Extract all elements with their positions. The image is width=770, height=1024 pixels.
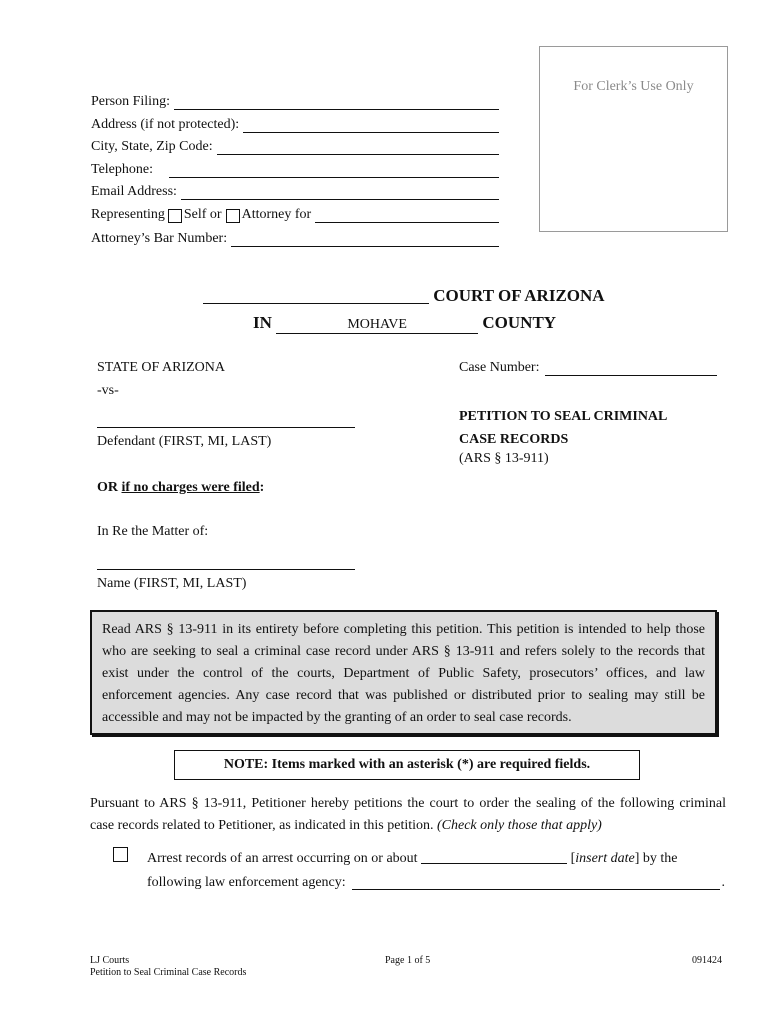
name-label: Name (FIRST, MI, LAST) [97,576,247,591]
petition-title-line2: CASE RECORDS [459,432,569,447]
or-prefix: OR [97,480,118,495]
court-title [203,286,605,306]
footer-left [90,955,246,979]
self-or-label: Self or [183,207,222,222]
representing-row [91,207,499,223]
insert-date-hint: insert date [575,851,635,866]
person-filing-field[interactable] [91,94,499,110]
city-state-zip-field[interactable] [91,139,499,155]
defendant-label: Defendant (FIRST, MI, LAST) [97,434,272,449]
or-suffix: : [259,480,265,495]
footer-org: LJ Courts [90,955,130,966]
email-label: Email Address: [91,184,177,199]
footer-page-number: Page 1 of 5 [385,955,431,966]
in-label: IN [253,313,272,332]
or-emphasis: if no charges were filed [121,480,260,495]
case-number-label: Case Number: [459,360,540,375]
arrest-records-line2 [147,872,725,894]
by-the-text: by the [642,851,678,866]
in-re-label: In Re the Matter of: [97,524,209,539]
footer-form-code: 091424 [692,955,722,966]
statute-reference: (ARS § 13-911) [459,451,549,466]
city-state-zip-label: City, State, Zip Code: [91,139,213,154]
self-checkbox[interactable] [168,209,182,223]
email-field[interactable] [91,184,499,200]
bar-number-label: Attorney’s Bar Number: [91,231,228,246]
or-no-charges [97,480,264,496]
arrest-records-line1: Arrest records of an arrest occurring on or about [insert date] by the [147,851,678,866]
county-field[interactable] [276,317,478,334]
agency-label: following law enforcement agency: [147,875,346,890]
petition-title-line1: PETITION TO SEAL CRIMINAL [459,409,668,424]
check-note: (Check only those that apply) [437,818,602,833]
person-filing-label: Person Filing: [91,94,170,109]
court-of-arizona: COURT OF ARIZONA [433,286,605,305]
clerk-use-box [539,46,728,232]
bar-number-field[interactable] [91,231,499,247]
required-fields-note: NOTE: Items marked with an asterisk (*) are required fields. [174,750,640,780]
state-of-arizona: STATE OF ARIZONA [97,360,225,375]
address-label: Address (if not protected): [91,117,240,132]
instructions-notice: Read ARS § 13-911 in its entirety before completing this petition. This petition is intended to help those who are seeking to seal a criminal case record under ARS § 13-911 and refers solely to the records that exist under the control of the courts, Department of Public Safety, prosecutors’ offices, and law enforcement agencies. Any case record that was published or distributed prior to sealing may still be accessible and may not be impacted by the granting of an order to seal case records. [90,610,717,735]
county-value: MOHAVE [347,317,407,332]
pursuant-text: Pursuant to ARS § 13-911, Petitioner hereby petitions the court to order the sealing of the following criminal case records related to Petitioner, as indicated in this petition. [90,796,726,833]
address-field[interactable] [91,117,499,133]
attorney-for-label: Attorney for [241,207,312,222]
case-number-field[interactable] [459,360,717,376]
attorney-checkbox[interactable] [226,209,240,223]
telephone-field[interactable] [91,162,499,178]
arrest-records-text: Arrest records of an arrest occurring on or about [147,851,418,866]
county-label: COUNTY [482,313,557,332]
telephone-label: Telephone: [91,162,153,177]
representing-label: Representing [91,207,165,222]
attorney-for-field[interactable] [315,209,499,223]
agency-field[interactable] [352,875,720,890]
court-name-field[interactable] [203,287,429,304]
in-re-name-field[interactable] [97,569,355,570]
petition-title [459,405,667,451]
footer-form-name: Petition to Seal Criminal Case Records [90,967,247,978]
arrest-records-checkbox[interactable] [113,847,128,862]
pursuant-paragraph [90,793,726,837]
arrest-date-field[interactable] [421,849,567,864]
versus: -vs- [97,383,119,398]
agency-period: . [721,875,725,890]
clerk-use-label: For Clerk’s Use Only [573,79,694,94]
defendant-name-field[interactable] [97,427,355,428]
county-line [253,313,556,334]
